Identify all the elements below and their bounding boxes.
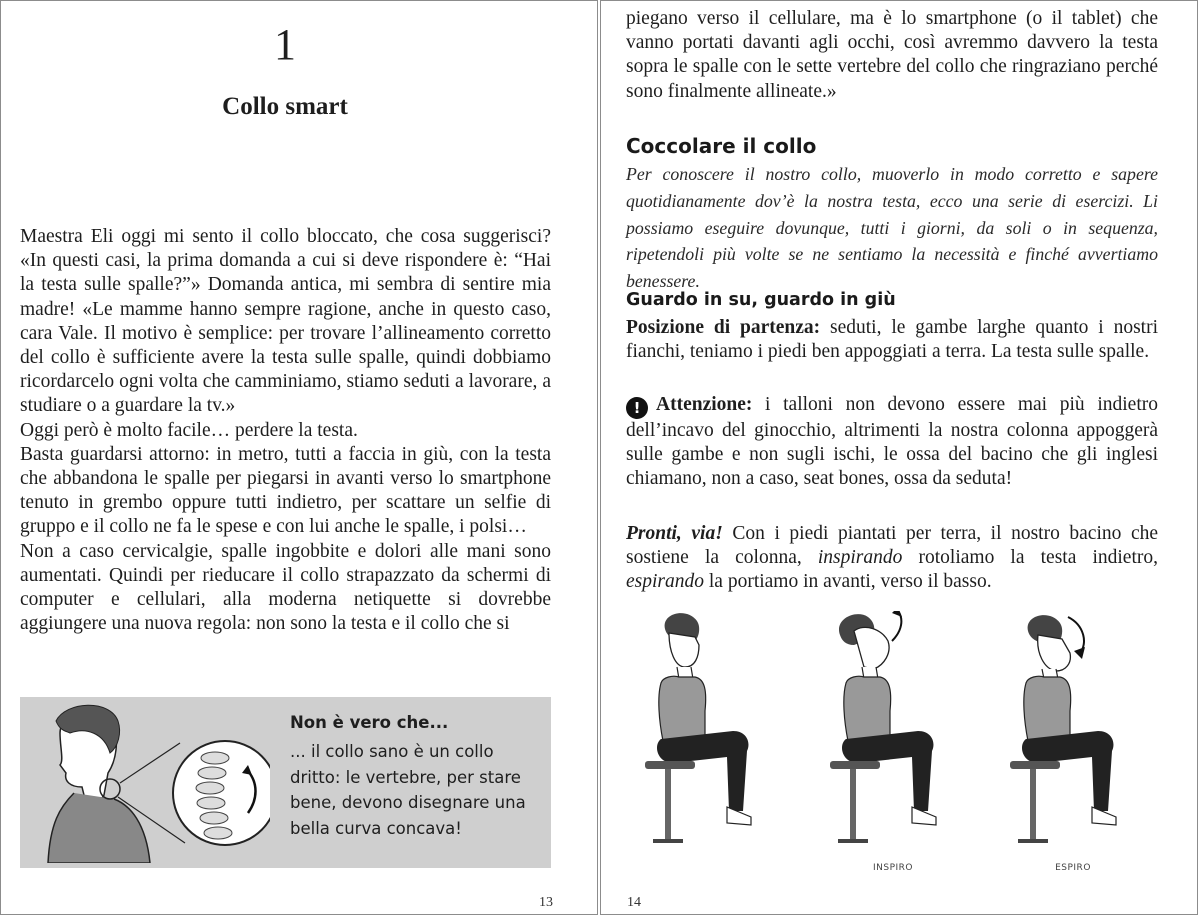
box-body: ... il collo sano è un collo dritto: le vertebre, per stare bene, devono disegnare una bella curva concava! [290,742,526,838]
page-number: 13 [539,895,553,910]
warning-label: Attenzione: [656,394,753,415]
section-italic-text: Per conoscere il nostro collo, muoverlo in modo corretto e sapere quotidianamente dov’è la nostra testa, ecco una serie di esercizi. Li possiamo eseguire dovunque, tutti i giorni, da soli o in sequenza, ripetendoli più volte se ne sentiamo la necessità e finché avvertiamo benessere. [626,164,1158,292]
exercise-heading: Guardo in su, guardo in giù [626,290,896,310]
chapter-number: 1 [274,20,296,69]
left-page [0,0,598,915]
position-label: Posizione di partenza: [626,317,821,338]
figure-espiro [988,611,1158,881]
pronti-text: la portiamo in avanti, verso il basso. [704,571,992,593]
pronti-paragraph [626,522,1158,595]
woman-head-back-illustration [808,611,978,851]
right-page [600,0,1198,915]
box-title: Non è vero che... [290,713,449,732]
figure-caption: ESPIRO [1055,863,1091,873]
pronti-text: Con i piedi piantati per terra, il nostro bacino che sostiene la colonna, [626,523,1159,569]
warning-paragraph [626,393,1158,492]
figure-neutral [623,611,793,881]
exercise-figures [623,611,1163,881]
left-body-text [20,225,551,636]
pronti-emphasis: inspirando [817,547,903,569]
intro-paragraph: piegano verso il cellulare, ma è lo smartphone (o il tablet) che vanno portati davanti agli occhi, così avremmo davvero la testa sopra le spalle con le sette vertebre del collo che ringraziano perché sono finalmente allineate.» [626,8,1158,102]
neck-vertebrae-illustration [30,703,270,863]
pronti-text: rotoliamo la testa indietro, [902,547,1159,569]
pronti-emphasis: espirando [626,571,704,593]
exclamation-icon: ! [626,397,648,419]
figure-caption: INSPIRO [872,863,914,873]
intro-text [626,7,1158,104]
position-paragraph [626,316,1158,364]
paragraph: Oggi però è molto facile… perdere la testa. [20,419,358,441]
myth-box [20,697,551,868]
woman-seated-neutral-illustration [623,611,793,851]
woman-head-down-illustration [988,611,1158,851]
chapter-title: Collo smart [222,93,348,120]
figure-inspiro [808,611,978,881]
warning-text: i talloni non devono essere mai più indietro dell’incavo del ginocchio, altrimenti la nostra colonna appoggerà sulle gambe e non sugli ischi, le ossa del bacino che gli inglesi chiamano, non a caso, seat bones, ossa da seduta! [626,394,1158,490]
page-number: 14 [627,895,641,910]
paragraph: Maestra Eli oggi mi sento il collo bloccato, che cosa suggerisci? «In questi casi, la prima domanda a cui si deve rispondere è: “Hai la testa sulle spalle?”» Domanda antica, mi sembra di sentire mia madre! «Le mamme hanno sempre ragione, anche in questo caso, cara Vale. Il motivo è semplice: per trovare l’allineamento corretto del collo è sufficiente avere la testa sulle spalle, quindi dobbiamo ricordarcelo ogni volta che camminiamo, stiamo seduti a lavorare, a studiare o a guardare la tv.» [20,226,551,417]
paragraph: Non a caso cervicalgie, spalle ingobbite e dolori alle mani sono aumentati. Quindi per rieducare il collo strapazzato da schermi di computer e cellulari, alla moderna netiquette si dovrebbe aggiungere una nuova regola: non sono la testa e il collo che si [20,540,551,635]
pronti-label: Pronti, via! [626,523,723,544]
section-heading: Coccolare il collo [626,134,817,158]
position-text: seduti, le gambe larghe quanto i nostri fianchi, teniamo i piedi ben appoggiati a terra. La testa sulle spalle. [626,317,1158,363]
paragraph: Basta guardarsi attorno: in metro, tutti a faccia in giù, con la testa che abbandona le spalle per piegarsi in avanti verso lo smartphone tenuto in grembo oppure tutti indietro, per scattare un selfie di gruppo e il collo ne fa le spese e con lui anche le spalle, i polsi… [20,443,551,538]
